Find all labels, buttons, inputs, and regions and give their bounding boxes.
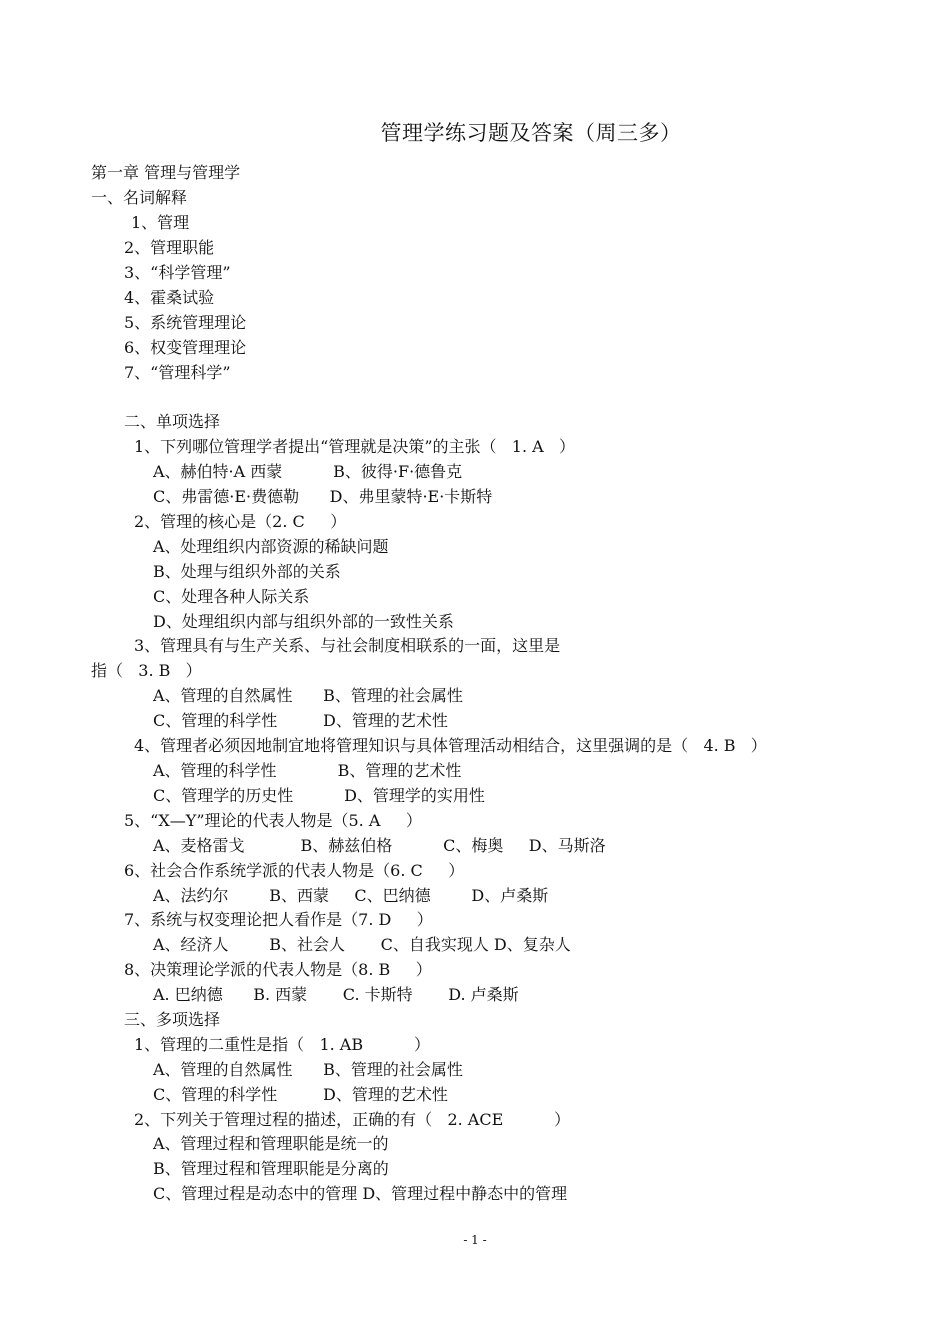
option-line: D、处理组织内部与组织外部的一致性关系: [153, 612, 454, 631]
option-line: A、管理的科学性 B、管理的艺术性: [153, 761, 462, 780]
option-line: A、赫伯特·A 西蒙 B、彼得·F·德鲁克: [153, 462, 463, 481]
page-number: - 1 -: [463, 1233, 487, 1247]
option-line: A、管理的自然属性 B、管理的社会属性: [153, 1060, 463, 1079]
question: 1、下列哪位管理学者提出“管理就是决策”的主张（ 1. A ）: [134, 437, 575, 456]
option-line: A、管理的自然属性 B、管理的社会属性: [153, 686, 463, 705]
term-item: 2、管理职能: [124, 238, 215, 257]
question: 5、“X—Y”理论的代表人物是（5. A ）: [124, 811, 422, 830]
term-item: 7、“管理科学”: [124, 363, 231, 382]
question: 7、系统与权变理论把人看作是（7. D ）: [124, 910, 433, 929]
section-heading-definitions: 一、名词解释: [91, 188, 188, 207]
term-item: 1、管理: [131, 213, 190, 232]
document-title: 管理学练习题及答案（周三多）: [380, 121, 682, 145]
question: 1、管理的二重性是指（ 1. AB ）: [134, 1035, 430, 1054]
option-line: C、弗雷德·E·费德勒 D、弗里蒙特·E·卡斯特: [153, 487, 493, 506]
option-line: C、管理过程是动态中的管理 D、管理过程中静态中的管理: [153, 1184, 568, 1203]
term-item: 6、权变管理理论: [124, 338, 247, 357]
term-item: 5、系统管理理论: [124, 313, 247, 332]
chapter-heading: 第一章 管理与管理学: [91, 163, 241, 182]
option-line: C、管理学的历史性 D、管理学的实用性: [153, 786, 485, 805]
question: 2、管理的核心是（2. C ）: [134, 512, 347, 531]
term-item: 3、“科学管理”: [124, 263, 231, 282]
section-heading-multiple-choice: 三、多项选择: [124, 1010, 221, 1029]
question: 8、决策理论学派的代表人物是（8. B ）: [124, 960, 432, 979]
question: 2、下列关于管理过程的描述，正确的有（ 2. ACE ）: [134, 1110, 571, 1129]
option-line: A、麦格雷戈 B、赫兹伯格 C、梅奥 D、马斯洛: [153, 836, 606, 855]
option-line: C、处理各种人际关系: [153, 587, 310, 606]
option-line: C、管理的科学性 D、管理的艺术性: [153, 1085, 448, 1104]
question: 6、社会合作系统学派的代表人物是（6. C ）: [124, 861, 465, 880]
option-line: A. 巴纳德 B. 西蒙 C. 卡斯特 D. 卢桑斯: [153, 985, 519, 1004]
option-line: A、法约尔 B、西蒙 C、巴纳德 D、卢桑斯: [153, 886, 549, 905]
question: 4、管理者必须因地制宜地将管理知识与具体管理活动相结合，这里强调的是（ 4. B ）: [134, 736, 767, 755]
question: 3、管理具有与生产关系、与社会制度相联系的一面，这里是: [134, 636, 561, 655]
term-item: 4、霍桑试验: [124, 288, 215, 307]
option-line: A、处理组织内部资源的稀缺问题: [153, 537, 389, 556]
option-line: C、管理的科学性 D、管理的艺术性: [153, 711, 448, 730]
option-line: A、管理过程和管理职能是统一的: [153, 1134, 389, 1153]
option-line: A、经济人 B、社会人 C、自我实现人 D、复杂人: [153, 935, 571, 954]
option-line: B、管理过程和管理职能是分离的: [153, 1159, 389, 1178]
option-line: B、处理与组织外部的关系: [153, 562, 341, 581]
question-continuation: 指（ 3. B ）: [91, 661, 202, 680]
section-heading-single-choice: 二、单项选择: [124, 412, 221, 431]
